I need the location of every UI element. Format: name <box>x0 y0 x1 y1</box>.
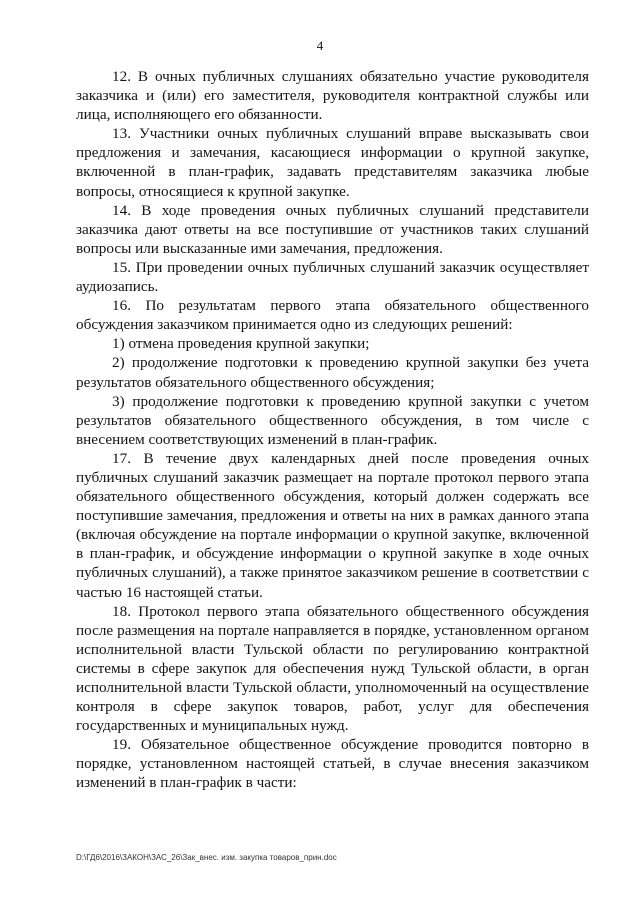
file-path-footer: D:\ГД6\2016\ЗАКОН\ЗАС_26\Зак_внес. изм. закупка товаров_прин.doc <box>76 853 337 862</box>
page-number: 4 <box>316 38 324 53</box>
paragraph-14: 14. В ходе проведения очных публичных слушаний представители заказчика дают ответы на все поступившие от участников таких слушаний вопросы или высказанные ими замечания, предложения. <box>76 201 589 257</box>
paragraph-17: 17. В течение двух календарных дней после проведения очных публичных слушаний заказчик размещает на портале протокол первого этапа обязательного общественного обсуждения, который должен содержать все поступившие замечания, предложения и ответы на них в рамках данного этапа (включая обсуждение на портале информации о крупной закупке, включенной в план-график, и обсуждение информации о крупной закупке в ходе очных публичных слушаний), а также принятое заказчиком решение в соответствии с частью 16 настоящей статьи. <box>76 449 589 601</box>
paragraph-13: 13. Участники очных публичных слушаний вправе высказывать свои предложения и замечания, касающиеся информации о крупной закупке, включенной в план-график, задавать представителям заказчика любые вопросы, относящиеся к крупной закупке. <box>76 125 589 200</box>
list-item-2: 2) продолжение подготовки к проведению крупной закупки без учета результатов обязательного общественного обсуждения; <box>76 354 589 391</box>
paragraph-19: 19. Обязательное общественное обсуждение проводится повторно в порядке, установленном настоящей статьей, в случае внесения заказчиком изменений в план-график в части: <box>76 736 589 792</box>
paragraph-15: 15. При проведении очных публичных слушаний заказчик осуществляет аудиозапись. <box>76 258 589 296</box>
paragraph-18: 18. Протокол первого этапа обязательного общественного обсуждения после размещения на портале направляется в порядке, установленном органом исполнительной власти Тульской области по регулированию контрактной системы в сфере закупок для обеспечения нужд Тульской области, в орган исполнительной власти Тульской области, уполномоченный на осуществление контроля в сфере закупок товаров, работ, услуг для обеспечения государственных и муниципальных нужд. <box>76 602 589 735</box>
list-item-1: 1) отмена проведения крупной закупки; <box>112 335 370 353</box>
paragraph-16: 16. По результатам первого этапа обязательного общественного обсуждения заказчиком принимается одно из следующих решений: <box>76 297 589 334</box>
paragraph-12: 12. В очных публичных слушаниях обязательно участие руководителя заказчика и (или) его заместителя, руководителя контрактной службы или лица, исполняющего его обязанности. <box>76 68 589 124</box>
list-item-3: 3) продолжение подготовки к проведению крупной закупки с учетом результатов обязательного общественного обсуждения, в том числе с внесением соответствующих изменений в план-график. <box>76 392 589 448</box>
document-body <box>76 67 589 793</box>
